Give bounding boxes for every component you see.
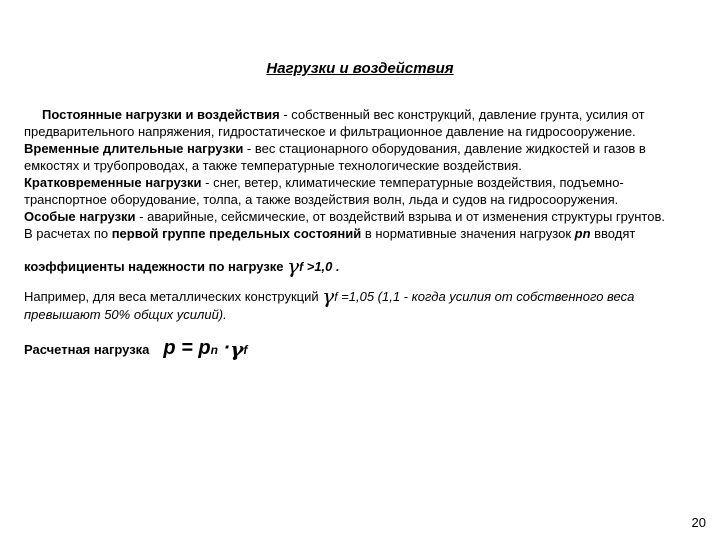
example-gamma-symbol: γ bbox=[322, 284, 335, 308]
text-special: - аварийные, сейсмические, от воздействий взрыва и от изменения структуры грунтов. bbox=[135, 209, 665, 224]
paragraph-first-group bbox=[24, 225, 696, 242]
formula-f-subscript: f bbox=[243, 343, 248, 357]
example-value: =1,05 bbox=[337, 289, 378, 304]
first-group-end: вводят bbox=[590, 226, 636, 241]
example-note: (1,1 - когда усилия от собственного веса превышают 50% общих усилий). bbox=[24, 289, 635, 322]
formula-dot: · bbox=[217, 337, 231, 359]
term-special: Особые нагрузки bbox=[24, 209, 136, 224]
text-long-term: - вес стационарного оборудования, давление жидкостей и газов в емкостях и трубопроводах, а также температурные технологические воздействия. bbox=[24, 141, 646, 173]
formula-equals: = bbox=[175, 337, 199, 359]
paragraph-special-loads bbox=[24, 208, 696, 225]
term-long-term: Временные длительные нагрузки bbox=[24, 141, 244, 156]
calculated-load-label: Расчетная нагрузка bbox=[24, 342, 150, 357]
calculated-load-formula bbox=[163, 337, 247, 359]
term-first-group: первой группе предельных состояний bbox=[111, 226, 362, 241]
first-group-post: в нормативные значения нагрузок bbox=[361, 226, 575, 241]
coefficient-condition: >1,0 . bbox=[303, 259, 340, 274]
paragraph-short-term-loads bbox=[24, 174, 696, 208]
gamma-subscript: f bbox=[299, 260, 304, 274]
term-short-term: Кратковременные нагрузки bbox=[24, 175, 202, 190]
coefficient-line bbox=[24, 256, 696, 276]
paragraph-long-term-loads bbox=[24, 140, 696, 174]
example-pre: Например, для веса металлических конструкций bbox=[24, 289, 323, 304]
formula-n-subscript: n bbox=[210, 343, 218, 357]
page-number: 20 bbox=[691, 515, 706, 530]
text-body bbox=[24, 106, 696, 359]
gamma-symbol: γ bbox=[287, 254, 300, 278]
symbol-pn: pn bbox=[574, 226, 591, 241]
text-short-term: - снег, ветер, климатические температурные воздействия, подъемно-транспортное оборудование, толпа, а также воздействия волн, льда и судов на гидросооружения. bbox=[24, 175, 624, 207]
page-title: Нагрузки и воздействия bbox=[266, 60, 454, 77]
paragraph-permanent-loads bbox=[24, 106, 696, 140]
formula-p: p bbox=[163, 337, 176, 359]
formula-pn: p bbox=[198, 337, 211, 359]
coefficient-label: коэффициенты надежности по нагрузке bbox=[24, 259, 284, 274]
example-gamma-subscript: f bbox=[334, 290, 338, 304]
example-line bbox=[24, 286, 696, 323]
calculated-load-line bbox=[24, 339, 696, 359]
term-permanent: Постоянные нагрузки и воздействия bbox=[42, 107, 280, 122]
first-group-pre: В расчетах по bbox=[24, 226, 112, 241]
formula-gamma: γ bbox=[230, 337, 244, 361]
text-permanent: - собственный вес конструкций, давление грунта, усилия от предварительного напряжения, гидростатическое и фильтрационное давление на гидросооружение. bbox=[24, 107, 645, 139]
